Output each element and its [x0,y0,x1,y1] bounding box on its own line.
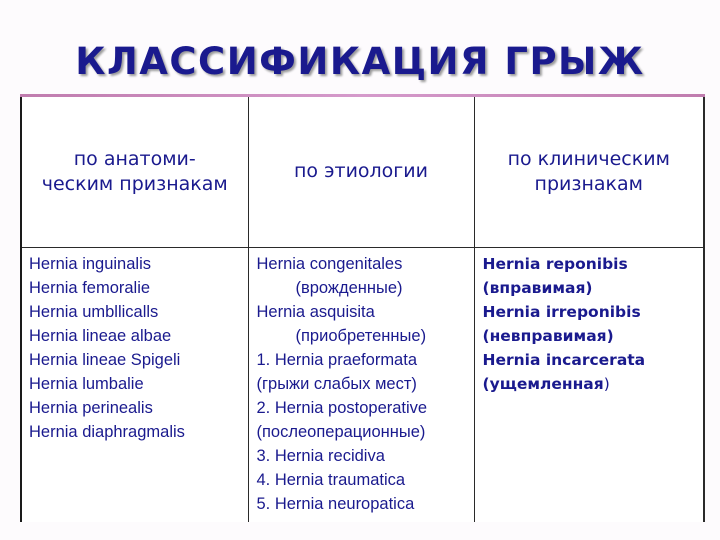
table-header-row [22,97,703,247]
list-item-text: (ущемленная [482,374,604,393]
list-item: 4. Hernia traumatica [256,470,406,489]
list-item: Hernia diaphragmalis [29,422,185,441]
list-item: (вправимая) [482,278,593,297]
list-item: (послеоперационные) [256,422,426,441]
list-item: Hernia congenitales [256,254,403,273]
list-item: Hernia inguinalis [29,254,151,273]
list-item: 5. Hernia neuropatica [256,494,415,513]
header-text-line: ческим признакам [41,172,228,195]
list-item: 2. Hernia postoperative [256,398,428,417]
list-item-paren: ) [603,374,610,393]
header-etiological [248,97,474,247]
header-text-line: признакам [534,172,643,195]
list-item: (врожденные) [295,278,403,297]
table-body-row [22,247,703,522]
list-item: Hernia femoralie [29,278,151,297]
list-item: (невправимая) [482,326,614,345]
header-text-line: по анатоми- [73,147,196,170]
list-item: (грыжи слабых мест) [256,374,417,393]
list-item: Hernia umbllicalls [29,302,159,321]
list-item: Hernia reponibis [482,254,628,273]
list-item: Hernia lineae albae [29,326,172,345]
header-text-line: по этиологии [293,160,428,183]
list-item: 1. Hernia praeformata [256,350,417,369]
etiological-list [248,247,474,522]
anatomical-list [22,247,248,522]
header-clinical [474,97,703,247]
list-item: Hernia asquisita [256,302,375,321]
header-anatomical [22,97,248,247]
clinical-list [474,247,703,522]
slide-title: КЛАССИФИКАЦИЯ ГРЫЖ [75,40,645,83]
list-item: (приобретенные) [295,326,427,345]
list-item: Hernia perinealis [29,398,153,417]
list-item: Hernia incarcerata [482,350,646,369]
classification-table [20,97,705,522]
list-item: Hernia lineae Spigeli [29,350,181,369]
list-item [475,372,704,396]
list-item: Hernia irreponibis [482,302,641,321]
list-item: Hernia lumbalie [29,374,144,393]
list-item: 3. Hernia recidiva [256,446,385,465]
header-text-line: по клиническим [507,147,670,170]
